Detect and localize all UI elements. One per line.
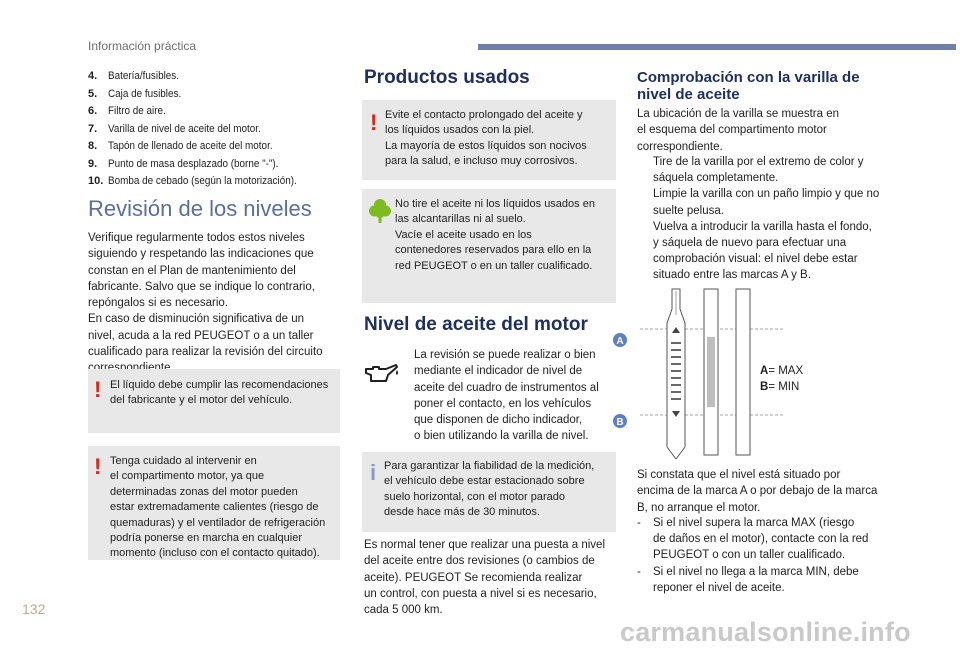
text-line: del aceite entre dos revisiones (o cambios de: [364, 555, 595, 568]
text-line: contenedores reservados para ello en la: [395, 244, 592, 257]
warning-box-products: [362, 100, 616, 180]
text-line: aceite del cuadro de instrumentos al: [414, 381, 599, 394]
oil-can-icon: [364, 363, 400, 387]
text-line: aceite). PEUGEOT Se recomienda realizar: [364, 571, 583, 584]
varilla-intro: [637, 106, 897, 155]
text-line: Evite el contacto prolongado del aceite y: [385, 109, 583, 121]
dash-line: - Si el nivel no llega a la marca MIN, debe: [637, 565, 859, 578]
text-line: repóngalos si es necesario.: [88, 297, 228, 310]
text-line: desde hace más de 30 minutos.: [384, 506, 540, 519]
text-line: podría ponerse en marcha en cualquier: [110, 532, 303, 545]
dash-line: reponer el nivel de aceite.: [653, 581, 785, 594]
text-line: B, no arranque el motor.: [637, 501, 761, 514]
step-line: sáquela completamente.: [653, 172, 779, 185]
step-line: Vuelva a introducir la varilla hasta el fondo,: [653, 220, 872, 233]
text-line: La ubicación de la varilla se muestra en: [637, 108, 840, 120]
text-line: Tenga cuidado al intervenir en: [110, 455, 257, 467]
dash-line: - Si el nivel supera la marca MAX (riesgo: [637, 517, 855, 529]
list-item: 8. Tapón de llenado de aceite del motor.: [88, 140, 273, 152]
step-line: Tire de la varilla por el extremo de color y: [653, 156, 864, 168]
step-line: suelte pelusa.: [653, 204, 724, 217]
revision-paragraph: [88, 230, 344, 377]
text-line: suelo horizontal, con el motor parado: [384, 490, 565, 503]
list-item: 7. Varilla de nivel de aceite del motor.: [88, 122, 261, 135]
info-icon: i: [370, 460, 377, 485]
list-item: 5. Caja de fusibles.: [88, 87, 182, 100]
text-line: para la salud, e incluso muy corrosivos.: [385, 155, 578, 168]
text-line: determinadas zonas del motor pueden: [110, 485, 298, 498]
text-line: poner el contacto, en los vehículos: [414, 397, 592, 410]
nivel-outro: [364, 537, 620, 618]
text-line: los líquidos usados con la piel.: [385, 124, 535, 137]
varilla-steps: [637, 154, 907, 284]
nivel-intro: [414, 347, 616, 445]
text-line: cada 5 000 km.: [364, 604, 443, 617]
page-number: 132: [22, 601, 46, 617]
text-line: o bien utilizando la varilla de nivel.: [414, 430, 589, 443]
dash-line: de daños en el motor), contacte con la red: [653, 533, 869, 546]
warning-icon: !: [94, 454, 102, 479]
info-text: [384, 459, 614, 521]
text-line: estar extremadamente calientes (riesgo de: [110, 501, 319, 514]
text-line: las alcantarillas ni al suelo.: [395, 213, 526, 226]
warning-text: [110, 454, 338, 562]
text-line: Vacíe el aceite usado en los: [395, 228, 532, 241]
warning-box-engine: [88, 446, 340, 560]
text-line: Verifique regularmente todos estos niveles: [88, 232, 305, 244]
nivel-heading: Nivel de aceite del motor: [364, 314, 588, 335]
eco-text: [395, 197, 615, 274]
text-line: siguiendo y respetando las indicaciones que: [88, 248, 314, 261]
legend-max: A= MAX: [760, 365, 804, 377]
text-line: La mayoría de estos líquidos son nocivos: [385, 139, 587, 152]
text-line: En caso de disminución significativa de un: [88, 313, 305, 326]
page-section-title: Información práctica: [88, 39, 197, 53]
text-line: red PEUGEOT o en un taller cualificado.: [395, 259, 593, 272]
text-line: nivel, acuda a la red PEUGEOT o a un taller: [88, 329, 314, 342]
step-line: comprobación visual: el nivel debe estar: [653, 253, 858, 266]
text-line: del fabricante y el motor del vehículo.: [110, 394, 293, 407]
warning-box-fluid: [88, 369, 340, 433]
step-line: situado entre las marcas A y B.: [653, 269, 811, 282]
warning-text: [385, 108, 615, 170]
list-item: 4. Batería/fusibles.: [88, 70, 179, 82]
watermark: carmanualsonline.info: [620, 617, 911, 647]
text-line: momento (incluso con el contacto quitado).: [110, 547, 320, 560]
header-accent-bar: [478, 44, 956, 50]
text-line: La revisión se puede realizar o bien: [414, 349, 596, 361]
text-line: Comprobación con la varilla de: [637, 69, 860, 86]
text-line: el vehículo debe estar estacionado sobre: [384, 475, 585, 488]
warning-icon: !: [370, 110, 378, 135]
tree-icon: [369, 198, 391, 224]
text-line: nivel de aceite: [637, 86, 740, 103]
list-item: 6. Filtro de aire.: [88, 105, 166, 117]
text-line: El líquido debe cumplir las recomendaciones: [110, 379, 329, 391]
list-item: 9. Punto de masa desplazado (borne "-").: [88, 157, 279, 170]
text-line: Para garantizar la fiabilidad de la medición,: [384, 460, 595, 472]
legend-min: B= MIN: [760, 381, 800, 393]
text-line: Si constata que el nivel está situado por: [637, 469, 841, 481]
productos-heading: Productos usados: [364, 67, 530, 88]
text-line: Es normal tener que realizar una puesta a nivel: [364, 539, 606, 551]
components-list: [88, 68, 342, 191]
info-box: [362, 452, 616, 532]
text-line: No tire el aceite ni los líquidos usados en: [395, 198, 595, 210]
text-line: cualificado para realizar la revisión del circuito: [88, 346, 323, 359]
list-item: 10. Bomba de cebado (según la motorización).: [88, 175, 297, 187]
revision-heading: Revisión de los niveles: [88, 196, 312, 221]
text-line: quemaduras) y el ventilador de refrigeración: [110, 516, 326, 529]
text-line: correspondiente.: [637, 140, 723, 153]
varilla-heading: [637, 69, 897, 103]
eco-box: [362, 189, 616, 303]
warning-icon: !: [94, 377, 102, 402]
text-line: un control, con puesta a nivel si es necesario,: [364, 587, 597, 600]
varilla-dash-list: [637, 515, 907, 596]
step-line: Limpie la varilla con un paño limpio y que no: [653, 188, 880, 201]
dash-line: PEUGEOT o con un taller cualificado.: [653, 549, 846, 562]
text-line: el compartimento motor, ya que: [110, 470, 265, 483]
marker-a-label: A: [616, 336, 624, 347]
step-line: y sáquela de nuevo para efectuar una: [653, 237, 847, 250]
varilla-after: [637, 467, 902, 516]
text-line: mediante el indicador de nivel de: [414, 365, 583, 378]
text-line: encima de la marca A o por debajo de la marca: [637, 485, 878, 498]
warning-text: [110, 378, 338, 409]
text-line: constan en el Plan de mantenimiento del: [88, 264, 296, 277]
text-line: fabricante. Salvo que se indique lo contrario,: [88, 280, 315, 293]
text-line: el esquema del compartimento motor: [637, 124, 827, 137]
text-line: que disponen de dicho indicador,: [414, 414, 583, 427]
marker-b-label: B: [616, 417, 624, 428]
